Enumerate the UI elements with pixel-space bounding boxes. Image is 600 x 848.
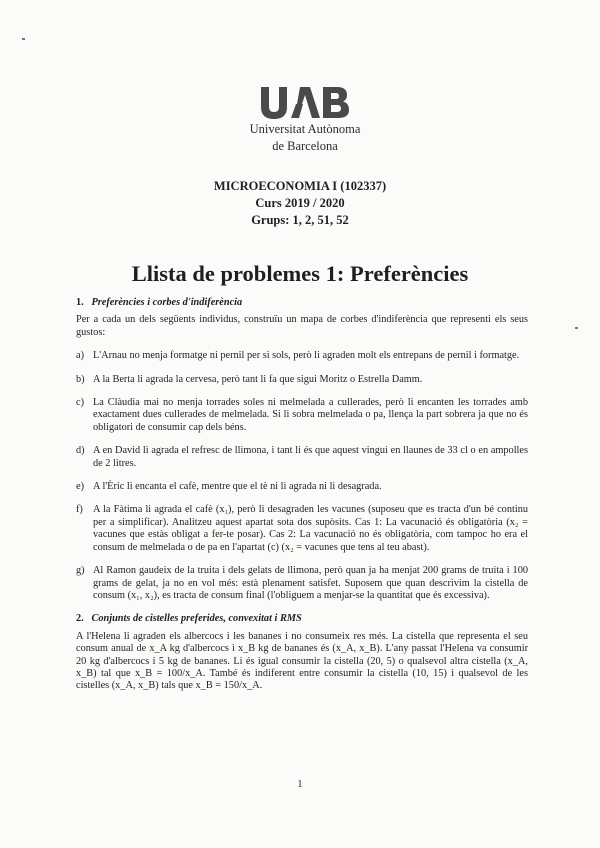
item-label: a) xyxy=(76,350,84,362)
problem-item-a xyxy=(76,350,528,362)
problem-item-g xyxy=(76,565,528,602)
item-text: A la Berta li agrada la cervesa, però tant li fa que sigui Moritz o Estrella Damm. xyxy=(93,373,423,385)
problem-item-e xyxy=(76,481,528,493)
problem-item-f xyxy=(76,504,528,554)
section-1-heading xyxy=(76,297,528,309)
course-year: Curs 2019 / 2020 xyxy=(255,196,345,210)
section-2-number: 2. xyxy=(76,613,84,625)
scan-speck xyxy=(22,38,25,40)
item-label: c) xyxy=(76,397,84,409)
course-code: MICROECONOMIA I (102337) xyxy=(213,179,387,193)
section-1-number: 1. xyxy=(76,297,84,308)
item-label: f) xyxy=(76,504,83,516)
problem-item-b xyxy=(76,374,528,386)
page-number: 1 xyxy=(297,779,303,790)
item-text: A en David li agrada el refresc de llimona, i tant li és que aquest vingui en llaunes de 33 cl o en ampolles de 2 litres. xyxy=(93,445,528,469)
item-text: La Clàudia mai no menja torrades soles ni melmelada a cullerades, però li encanten les torrades amb exactament dues cullerades de melmelada. Si li sobra melmelada o pa, llença la part sobrera ja que no és obligatori de consumir cap dels béns. xyxy=(93,397,528,433)
section-1-title: Preferències i corbes d'indiferència xyxy=(91,297,243,308)
item-label: b) xyxy=(76,373,85,385)
page-title: Llista de problemes 1: Preferències xyxy=(131,261,469,286)
section-1-intro: Per a cada un dels següents individus, construïu un mapa de corbes d'indiferència que representi els seus gustos: xyxy=(76,314,528,338)
item-label: g) xyxy=(76,565,85,577)
item-text: Al Ramon gaudeix de la truita i dels gelats de llimona, però quan ja ha menjat 200 grams de truita i 100 grams de gelat, ja no en vol més: està plenament satisfet. Suposem que quan descrivim la cistella de consum (x₁, x₂), es tracta de consum final (l'obliguem a menjar-se la quantitat que és excessiva). xyxy=(93,565,528,601)
item-label: d) xyxy=(76,445,85,457)
item-label: e) xyxy=(76,481,84,493)
uab-logo xyxy=(230,84,380,154)
university-name-line1: Universitat Autònoma xyxy=(249,122,361,136)
item-text: L'Arnau no menja formatge ni pernil per si sols, però li agraden molt els entrepans de pernil i formatge. xyxy=(93,350,520,362)
section-2-title: Conjunts de cistelles preferides, convexitat i RMS xyxy=(91,613,302,625)
course-groups: Grups: 1, 2, 51, 52 xyxy=(251,213,349,227)
item-text: A l'Èric li encanta el cafè, mentre que el tè ni li agrada ni li desagrada. xyxy=(93,481,382,493)
university-name-line2: de Barcelona xyxy=(272,139,338,153)
problem-list xyxy=(76,297,528,693)
section-2-text: A l'Helena li agraden els albercocs i les bananes i no consumeix res més. La cistella que representa el seu consum anual de x_A kg d'albercocs i x_B kg de bananes és (x_A, x_B). L'any passat l'Helena va consumir 20 kg d'albercocs i 5 kg de bananes. Li és igual consumir la cistella (20, 5) o qualsevol altra cistella (x_A, x_B) tal que x_B = 100/x_A. També és indiferent entre consumir la cistella (10, 15) i qualsevol de les cistelles (x_A, x_B) tals que x_B = 150/x_A. xyxy=(76,630,528,692)
problem-item-c xyxy=(76,397,528,434)
uab-logo-mark xyxy=(258,84,352,120)
item-text: A la Fàtima li agrada el cafè (x₁), però li desagraden les vacunes (suposeu que es tracta d'un bé continu per a simplificar). Analitzeu aquest apartat sota dos supòsits. Cas 1: La vacunació és obligatòria (x₂ = vacunes que estàs obligat a fer-te posar). Cas 2: La vacunació no és obligatòria, com tampoc ho era el consum de melmelada o de pa en l'apartat (c) (x₂ = vacunes que tens al teu abast). xyxy=(93,504,528,553)
course-info xyxy=(0,178,600,229)
section-2-heading xyxy=(76,613,528,625)
scan-speck xyxy=(575,327,578,329)
problem-item-d xyxy=(76,445,528,470)
